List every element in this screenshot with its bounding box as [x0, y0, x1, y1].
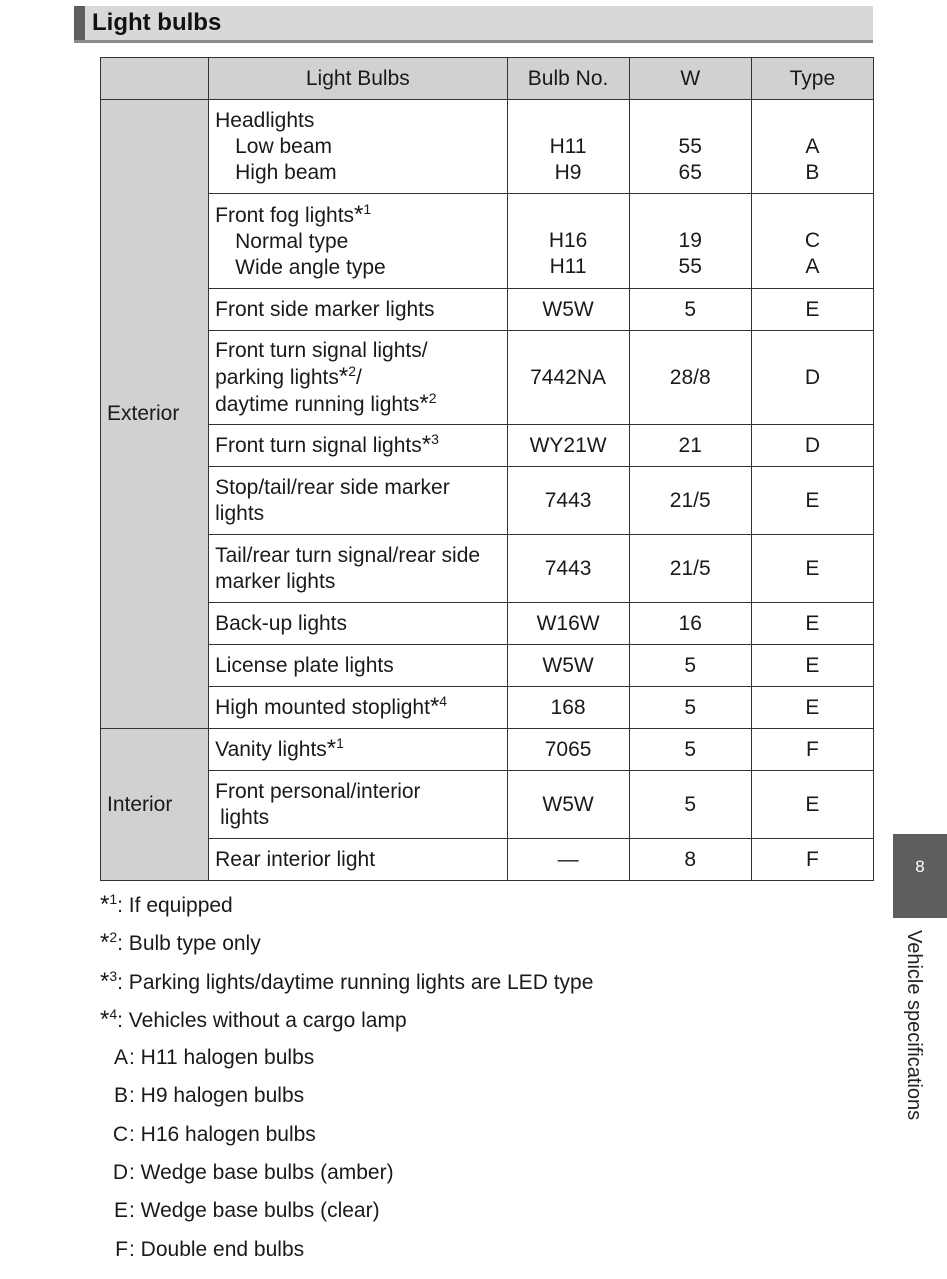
watt-cell: 5	[629, 645, 751, 687]
header-bulb-no: Bulb No.	[507, 58, 629, 100]
legend-item: E: Wedge base bulbs (clear)	[113, 1199, 380, 1223]
table-row	[101, 535, 874, 603]
row-name-back-up: Back-up lights	[209, 603, 507, 645]
legend-item: B: H9 halogen bulbs	[113, 1084, 305, 1108]
header-type: Type	[751, 58, 873, 100]
watt-cell: 28/8	[629, 331, 751, 425]
type-cell: E	[751, 535, 873, 603]
group-interior: Interior	[101, 729, 209, 881]
table-row	[101, 645, 874, 687]
watt-cell: 16	[629, 603, 751, 645]
footnote: *$^4$: Vehicles without a cargo lamp	[100, 1005, 407, 1033]
legend-item: D: Wedge base bulbs (amber)	[112, 1161, 394, 1185]
watt-cell: 8	[629, 839, 751, 881]
watt-cell: 21/5	[629, 535, 751, 603]
group-exterior: Exterior	[101, 100, 209, 729]
table-row	[101, 100, 874, 194]
bulb-no-cell: WY21W	[507, 425, 629, 467]
watt-cell: 5	[629, 771, 751, 839]
table-header-row	[101, 58, 874, 100]
chapter-tab[interactable]: 8	[893, 834, 947, 918]
section-title: Light bulbs	[92, 9, 222, 36]
row-name-front-turn-parking-drl: Front turn signal lights/ parking lights*$^2$/ daytime running lights*$^2$	[209, 331, 507, 425]
table-row	[101, 425, 874, 467]
type-cell: D	[751, 331, 873, 425]
type-cell: D	[751, 425, 873, 467]
row-name-vanity: Vanity lights*$^1$	[209, 729, 507, 771]
type-cell: F	[751, 839, 873, 881]
type-cell: F	[751, 729, 873, 771]
table-row	[101, 771, 874, 839]
legend-item: C: H16 halogen bulbs	[112, 1122, 316, 1146]
footnote: *$^2$: Bulb type only	[100, 929, 261, 957]
watt-cell: 5	[629, 729, 751, 771]
watt-cell: 21/5	[629, 467, 751, 535]
watt-cell: 5	[629, 687, 751, 729]
type-cell: E	[751, 645, 873, 687]
row-name-stop-tail: Stop/tail/rear side marker lights	[209, 467, 507, 535]
bulb-no-cell: W5W	[507, 771, 629, 839]
row-name-front-fog-lights: Front fog lights*$^1$ Normal type Wide angle type	[209, 194, 507, 289]
table-row	[101, 729, 874, 771]
type-cell: A B	[751, 100, 873, 194]
light-bulbs-table	[100, 57, 874, 881]
watt-cell: 21	[629, 425, 751, 467]
bulb-no-cell: 7065	[507, 729, 629, 771]
table-row	[101, 467, 874, 535]
type-cell: E	[751, 467, 873, 535]
header-light-bulbs: Light Bulbs	[209, 58, 507, 100]
bulb-no-cell: W16W	[507, 603, 629, 645]
row-name-front-turn-signal: Front turn signal lights*$^3$	[209, 425, 507, 467]
bulb-no-cell: —	[507, 839, 629, 881]
watt-cell: 55 65	[629, 100, 751, 194]
row-name-high-mounted-stoplight: High mounted stoplight*$^4$	[209, 687, 507, 729]
legend-item: F: Double end bulbs	[115, 1237, 305, 1261]
title-accent-bar	[74, 6, 85, 40]
footnotes-section	[100, 890, 593, 1273]
row-name-license-plate: License plate lights	[209, 645, 507, 687]
bulb-no-cell: 168	[507, 687, 629, 729]
table-row	[101, 839, 874, 881]
bulb-no-cell: 7443	[507, 535, 629, 603]
type-cell: C A	[751, 194, 873, 289]
section-title-bar	[74, 6, 873, 43]
bulb-no-cell: W5W	[507, 645, 629, 687]
chapter-label: Vehicle specifications	[903, 930, 925, 1121]
bulb-no-cell: 7442NA	[507, 331, 629, 425]
table-row	[101, 687, 874, 729]
bulb-no-cell: W5W	[507, 289, 629, 331]
watt-cell: 5	[629, 289, 751, 331]
table-row	[101, 194, 874, 289]
type-cell: E	[751, 603, 873, 645]
footnote: *$^3$: Parking lights/daytime running lights are LED type	[100, 967, 594, 995]
header-blank	[101, 58, 209, 100]
type-cell: E	[751, 289, 873, 331]
footnote: *$^1$: If equipped	[100, 891, 233, 918]
row-name-headlights: Headlights Low beam High beam	[209, 100, 507, 194]
bulb-no-cell: H11 H9	[507, 100, 629, 194]
type-cell: E	[751, 687, 873, 729]
row-name-front-side-marker: Front side marker lights	[209, 289, 507, 331]
bulb-no-cell: H16 H11	[507, 194, 629, 289]
table-row	[101, 331, 874, 425]
row-name-front-personal-interior: Front personal/interior lights	[209, 771, 507, 839]
row-name-rear-interior: Rear interior light	[209, 839, 507, 881]
watt-cell: 19 55	[629, 194, 751, 289]
legend-item: A: H11 halogen bulbs	[113, 1046, 315, 1070]
header-watt: W	[629, 58, 751, 100]
row-name-tail-turn: Tail/rear turn signal/rear side marker lights	[209, 535, 507, 603]
table-row	[101, 603, 874, 645]
type-cell: E	[751, 771, 873, 839]
table-row	[101, 289, 874, 331]
bulb-no-cell: 7443	[507, 467, 629, 535]
